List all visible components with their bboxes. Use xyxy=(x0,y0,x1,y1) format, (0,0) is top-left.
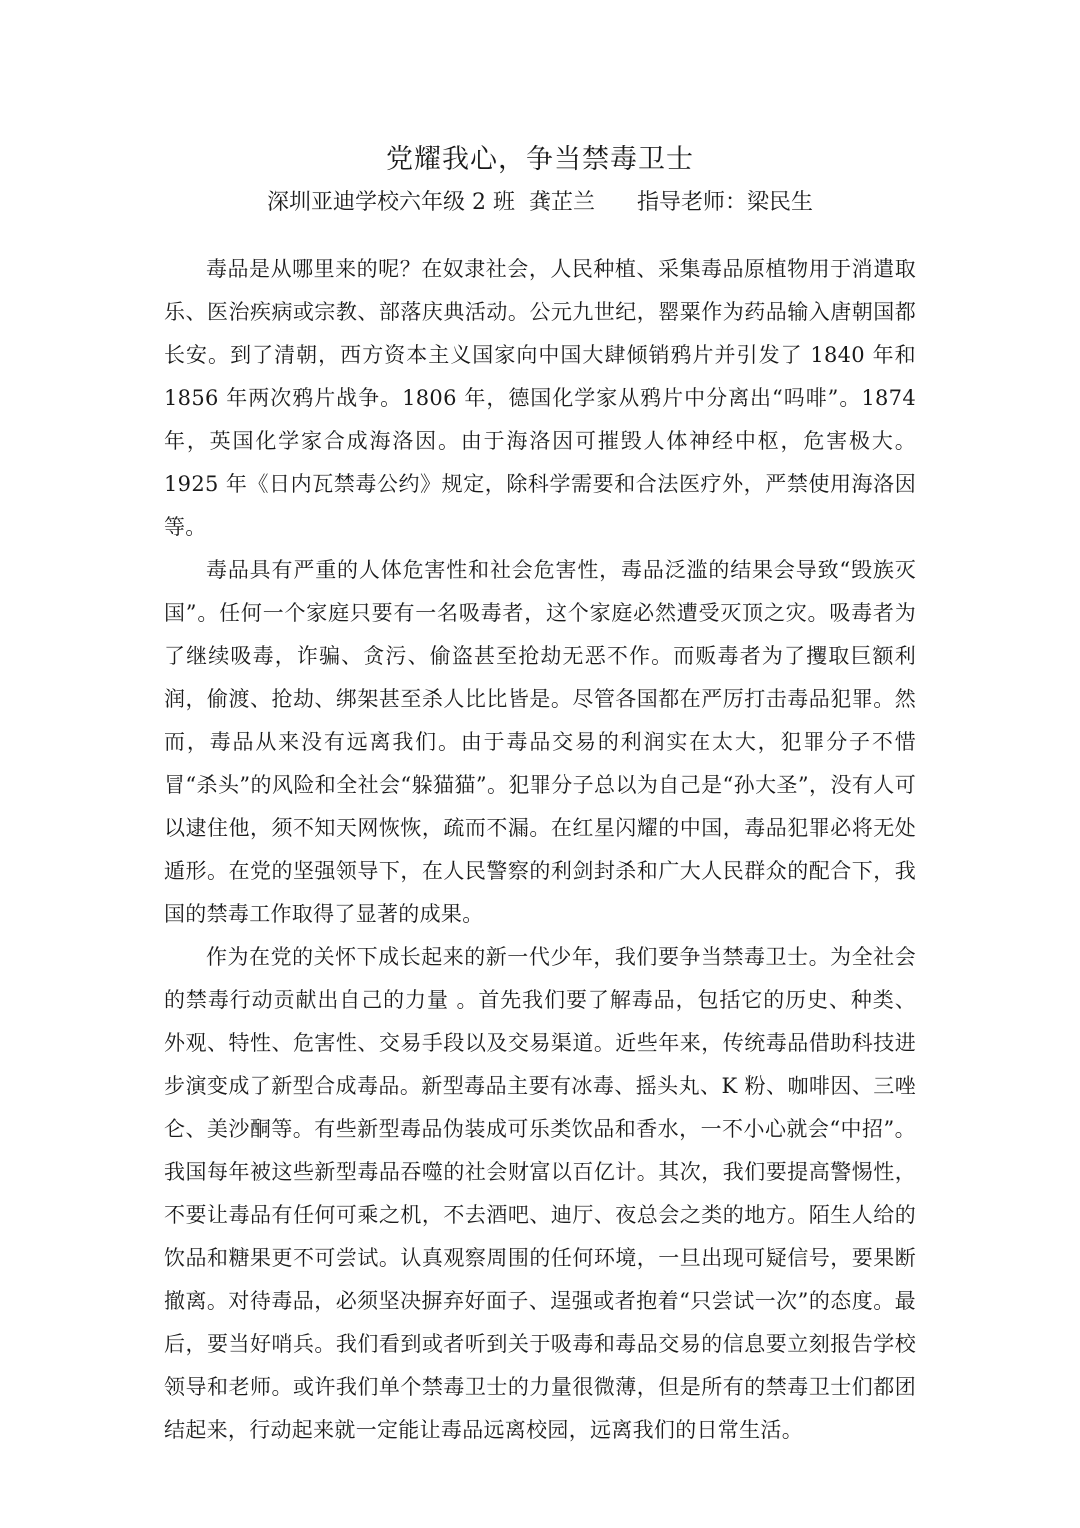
paragraph-3: 作为在党的关怀下成长起来的新一代少年，我们要争当禁毒卫士。为全社会的禁毒行动贡献出自己的力量 。首先我们要了解毒品，包括它的历史、种类、外观、特性、危害性、交易手段以及交易渠道。近些年来，传统毒品借助科技进步演变成了新型合成毒品。新型毒品主要有冰毒、摇头丸、K 粉、咖啡因、三唑仑、美沙酮等。有些新型毒品伪装成可乐类饮品和香水，一不小心就会“中招”。我国每年被这些新型毒品吞噬的社会财富以百亿计。其次，我们要提高警惕性，不要让毒品有任何可乘之机，不去酒吧、迪厅、夜总会之类的地方。陌生人给的饮品和糖果更不可尝试。认真观察周围的任何环境，一旦出现可疑信号，要果断撤离。对待毒品，必须坚决摒弃好面子、逞强或者抱着“只尝试一次”的态度。最后，要当好哨兵。我们看到或者听到关于吸毒和毒品交易的信息要立刻报告学校领导和老师。或许我们单个禁毒卫士的力量很微薄，但是所有的禁毒卫士们都团结起来，行动起来就一定能让毒品远离校园，远离我们的日常生活。 xyxy=(164,945,916,1442)
essay-body xyxy=(164,248,916,1452)
author-byline: 深圳亚迪学校六年级 2 班 龚芷兰 指导老师：梁民生 xyxy=(267,190,813,215)
paragraph-2: 毒品具有严重的人体危害性和社会危害性，毒品泛滥的结果会导致“毁族灭国”。任何一个家庭只要有一名吸毒者，这个家庭必然遭受灭顶之灾。吸毒者为了继续吸毒，诈骗、贪污、偷盗甚至抢劫无恶不作。而贩毒者为了攫取巨额利润，偷渡、抢劫、绑架甚至杀人比比皆是。尽管各国都在严厉打击毒品犯罪。然而，毒品从来没有远离我们。由于毒品交易的利润实在太大，犯罪分子不惜冒“杀头”的风险和全社会“躲猫猫”。犯罪分子总以为自己是“孙大圣”，没有人可以逮住他，须不知天网恢恢，疏而不漏。在红星闪耀的中国，毒品犯罪必将无处遁形。在党的坚强领导下，在人民警察的利剑封杀和广大人民群众的配合下，我国的禁毒工作取得了显著的成果。 xyxy=(164,558,916,926)
document-title: 党耀我心，争当禁毒卫士 xyxy=(386,144,694,175)
paragraph-1: 毒品是从哪里来的呢？在奴隶社会，人民种植、采集毒品原植物用于消遣取乐、医治疾病或宗教、部落庆典活动。公元九世纪，罂粟作为药品输入唐朝国都长安。到了清朝，西方资本主义国家向中国大肆倾销鸦片并引发了 1840 年和 1856 年两次鸦片战争。1806 年，德国化学家从鸦片中分离出“吗啡”。1874 年，英国化学家合成海洛因。由于海洛因可摧毁人体神经中枢，危害极大。1925 年《日内瓦禁毒公约》规定，除科学需要和合法医疗外，严禁使用海洛因等。 xyxy=(164,257,916,539)
